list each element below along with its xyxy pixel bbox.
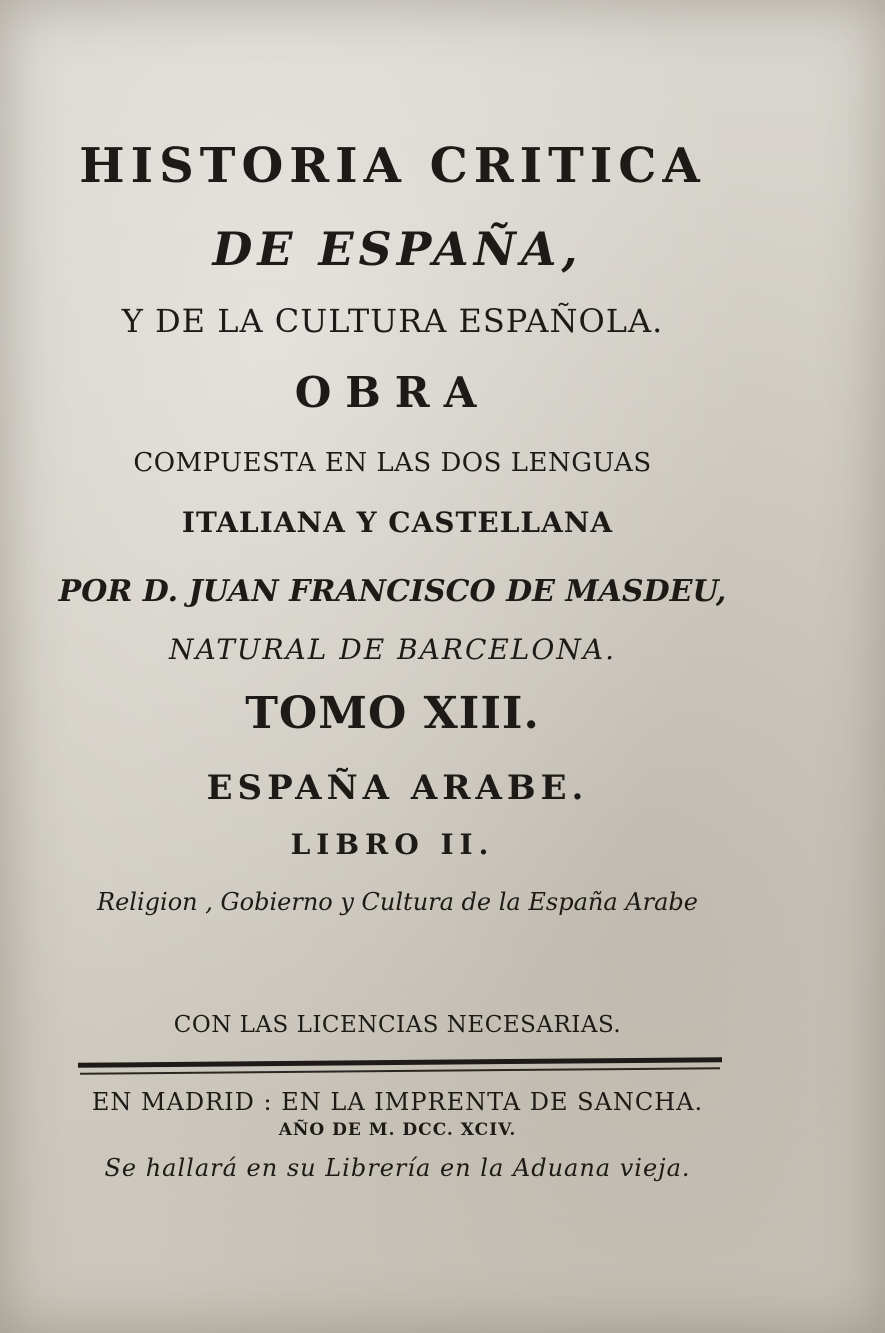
imprint-rule-thin xyxy=(80,1067,720,1075)
author-line: POR D. JUAN FRANCISCO DE MASDEU, xyxy=(58,574,727,609)
imprint-rule-thick xyxy=(78,1057,722,1068)
book-line-libro: LIBRO II. xyxy=(290,828,495,861)
title-line-cultura-espanola: Y DE LA CULTURA ESPAÑOLA. xyxy=(121,302,664,340)
title-line-de-espana: DE ESPAÑA, xyxy=(212,222,583,276)
title-line-historia-critica: HISTORIA CRITICA xyxy=(79,138,706,194)
licencias-line: CON LAS LICENCIAS NECESARIAS. xyxy=(173,1012,622,1038)
author-origin-line: NATURAL DE BARCELONA. xyxy=(169,633,616,666)
subtitle-line-religion: Religion , Gobierno y Cultura de la España Arabe xyxy=(97,888,698,916)
title-line-obra: OBRA xyxy=(294,368,491,417)
imprint-seller: Se hallará en su Librería en la Aduana vieja. xyxy=(104,1154,691,1182)
imprint-year: AÑO DE M. DCC. XCIV. xyxy=(278,1120,517,1140)
title-line-italiana-castellana: ITALIANA Y CASTELLANA xyxy=(181,506,614,539)
volume-line: TOMO XIII. xyxy=(245,688,540,739)
imprint-place-printer: EN MADRID : EN LA IMPRENTA DE SANCHA. xyxy=(91,1088,704,1116)
section-line-espana-arabe: ESPAÑA ARABE. xyxy=(206,768,589,808)
title-line-compuesta: COMPUESTA EN LAS DOS LENGUAS xyxy=(133,448,652,478)
